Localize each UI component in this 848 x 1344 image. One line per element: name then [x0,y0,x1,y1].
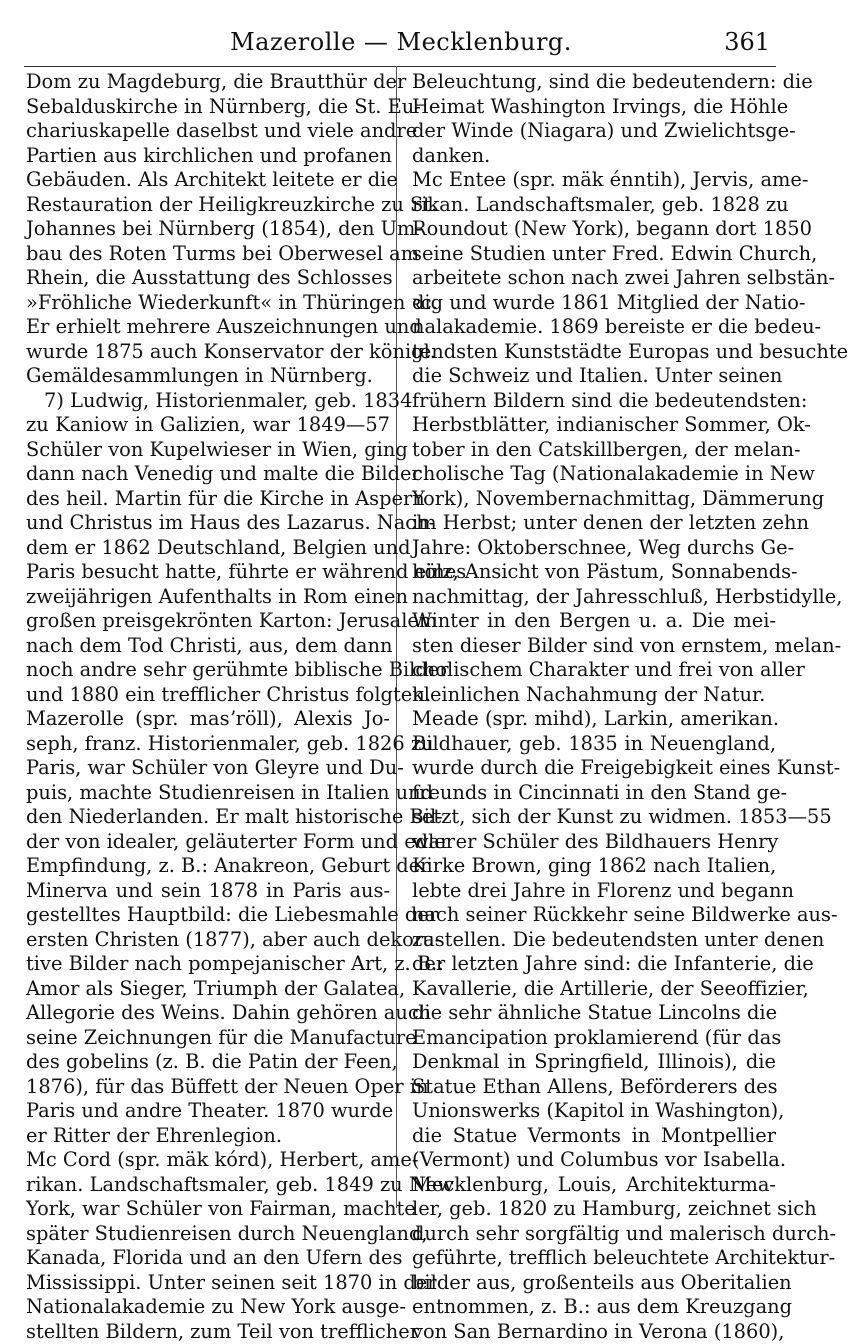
text-line: Gemäldesammlungen in Nürnberg. [26,364,390,389]
text-line: Mazerolle (spr. masʼröll), Alexis Jo- [26,707,390,732]
header-rule [24,66,776,67]
text-line: »Fröhliche Wiederkunft« in Thüringen ꝛc. [26,291,390,316]
text-line: und 1880 ein trefflicher Christus folgten. [26,683,390,708]
text-line: bau des Roten Turms bei Oberwesel am [26,242,390,267]
text-line: (Vermont) und Columbus vor Isabella. [412,1148,776,1173]
text-line: Gebäuden. Als Architekt leitete er die [26,168,390,193]
text-line: Paris, war Schüler von Gleyre und Du- [26,756,390,781]
text-line: dig und wurde 1861 Mitglied der Natio- [412,291,776,316]
text-line: Mecklenburg, Louis, Architekturma- [412,1173,776,1198]
text-line: Amor als Sieger, Triumph der Galatea, [26,977,390,1002]
text-line: freunds in Cincinnati in den Stand ge- [412,781,776,806]
text-line: und Christus im Haus des Lazarus. Nach- [26,511,390,536]
text-line: cholische Tag (Nationalakademie in New [412,462,776,487]
text-line: der von idealer, geläuterter Form und edler [26,830,390,855]
text-line: die sehr ähnliche Statue Lincolns die [412,1001,776,1026]
text-line: Bildhauer, geb. 1835 in Neuengland, [412,732,776,757]
running-title: Mazerolle — Mecklenburg. [26,28,776,56]
text-line: war er Schüler des Bildhauers Henry [412,830,776,855]
text-line: den Niederlanden. Er malt historische Bil- [26,805,390,830]
text-line: Roundout (New York), begann dort 1850 [412,217,776,242]
text-line: Paris und andre Theater. 1870 wurde [26,1099,390,1124]
text-line: 7) Ludwig, Historienmaler, geb. 1834 [26,389,390,414]
left-column [26,70,390,1344]
text-line: die Schweiz und Italien. Unter seinen [412,364,776,389]
text-line: puis, machte Studienreisen in Italien und [26,781,390,806]
text-line: bilder aus, großenteils aus Oberitalien [412,1271,776,1296]
text-line: entnommen, z. B.: aus dem Kreuzgang [412,1295,776,1320]
text-line: zweijährigen Aufenthalts in Rom einen [26,585,390,610]
text-line: rikan. Landschaftsmaler, geb. 1849 zu New [26,1173,390,1198]
text-line: Kanada, Florida und an den Ufern des [26,1246,390,1271]
text-line: dann nach Venedig und malte die Bilder [26,462,390,487]
text-line: Allegorie des Weins. Dahin gehören auch [26,1001,390,1026]
text-line: Mississippi. Unter seinen seit 1870 in der [26,1271,390,1296]
text-line: der Winde (Niagara) und Zwielichtsge- [412,119,776,144]
text-line: Kirke Brown, ging 1862 nach Italien, [412,854,776,879]
text-line: setzt, sich der Kunst zu widmen. 1853—55 [412,805,776,830]
text-line: nachmittag, der Jahresschluß, Herbstidylle, [412,585,776,610]
text-line: großen preisgekrönten Karton: Jerusalem [26,609,390,634]
text-line: Schüler von Kupelwieser in Wien, ging [26,438,390,463]
text-line: Empfindung, z. B.: Anakreon, Geburt der [26,854,390,879]
text-line: Mc Cord (spr. mäk kórd), Herbert, ame- [26,1148,390,1173]
text-line: Rhein, die Ausstattung des Schlosses [26,266,390,291]
text-line: geführte, trefflich beleuchtete Architektur- [412,1246,776,1271]
text-line: der letzten Jahre sind: die Infanterie, die [412,952,776,977]
text-line: nach dem Tod Christi, aus, dem dann [26,634,390,659]
text-line: des heil. Martin für die Kirche in Aspern [26,487,390,512]
text-line: kleinlichen Nachahmung der Natur. [412,683,776,708]
text-line: danken. [412,144,776,169]
text-line: hölz, Ansicht von Pästum, Sonnabends- [412,560,776,585]
text-line: ersten Christen (1877), aber auch dekora- [26,928,390,953]
text-line: des gobelins (z. B. die Patin der Feen, [26,1050,390,1075]
text-line: Nationalakademie zu New York ausge- [26,1295,390,1320]
text-line: Sebalduskirche in Nürnberg, die St. Eu- [26,95,390,120]
text-line: lebte drei Jahre in Florenz und begann [412,879,776,904]
text-line: seine Zeichnungen für die Manufacture [26,1026,390,1051]
text-line: Herbstblätter, indianischer Sommer, Ok- [412,413,776,438]
text-line: Er erhielt mehrere Auszeichnungen und [26,315,390,340]
text-line: durch sehr sorgfältig und malerisch durch- [412,1222,776,1247]
text-line: York), Novembernachmittag, Dämmerung [412,487,776,512]
text-line: Denkmal in Springfield, Illinois), die [412,1050,776,1075]
text-line: tendsten Kunststädte Europas und besuchte [412,340,776,365]
text-line: seph, franz. Historienmaler, geb. 1826 zu [26,732,390,757]
page-number: 361 [724,28,770,56]
text-line: seine Studien unter Fred. Edwin Church, [412,242,776,267]
text-line: Johannes bei Nürnberg (1854), den Um- [26,217,390,242]
text-line: frühern Bildern sind die bedeutendsten: [412,389,776,414]
text-line: Minerva und sein 1878 in Paris aus- [26,879,390,904]
text-line: Partien aus kirchlichen und profanen [26,144,390,169]
text-line: wurde durch die Freigebigkeit eines Kunst- [412,756,776,781]
text-line: arbeitete schon nach zwei Jahren selbstän- [412,266,776,291]
text-line: wurde 1875 auch Konservator der königl. [26,340,390,365]
text-line: Heimat Washington Irvings, die Höhle [412,95,776,120]
text-line: stellten Bildern, zum Teil von trefflicher [26,1320,390,1344]
text-line: er Ritter der Ehrenlegion. [26,1124,390,1149]
text-line: York, war Schüler von Fairman, machte [26,1197,390,1222]
text-line: Kavallerie, die Artillerie, der Seeoffizier, [412,977,776,1002]
text-line: von San Bernardino in Verona (1860), [412,1320,776,1344]
text-line: noch andre sehr gerühmte biblische Bilder [26,658,390,683]
text-line: zu Kaniow in Galizien, war 1849—57 [26,413,390,438]
text-line: tober in den Catskillbergen, der melan- [412,438,776,463]
text-line: die Statue Vermonts in Montpellier [412,1124,776,1149]
text-line: cholischem Charakter und frei von aller [412,658,776,683]
text-line: gestelltes Hauptbild: die Liebesmahle der [26,903,390,928]
text-line: Meade (spr. mihd), Larkin, amerikan. [412,707,776,732]
text-line: zustellen. Die bedeutendsten unter denen [412,928,776,953]
text-line: sten dieser Bilder sind von ernstem, melan- [412,634,776,659]
text-line: rikan. Landschaftsmaler, geb. 1828 zu [412,193,776,218]
text-line: ler, geb. 1820 zu Hamburg, zeichnet sich [412,1197,776,1222]
text-line: Mc Entee (spr. mäk énntih), Jervis, ame- [412,168,776,193]
text-line: Beleuchtung, sind die bedeutendern: die [412,70,776,95]
text-line: Jahre: Oktoberschnee, Weg durchs Ge- [412,536,776,561]
text-line: Statue Ethan Allens, Beförderers des [412,1075,776,1100]
text-line: tive Bilder nach pompejanischer Art, z. B.: [26,952,390,977]
text-line: Emancipation proklamierend (für das [412,1026,776,1051]
text-line: im Herbst; unter denen der letzten zehn [412,511,776,536]
text-line: Paris besucht hatte, führte er während eines [26,560,390,585]
page-header [26,22,776,62]
text-line: später Studienreisen durch Neuengland, [26,1222,390,1247]
text-line: dem er 1862 Deutschland, Belgien und [26,536,390,561]
text-line: nach seiner Rückkehr seine Bildwerke aus- [412,903,776,928]
right-column [412,70,776,1344]
text-line: Dom zu Magdeburg, die Brautthür der [26,70,390,95]
text-line: 1876), für das Büffett der Neuen Oper in [26,1075,390,1100]
text-line: Winter in den Bergen u. a. Die mei- [412,609,776,634]
text-line: Unionswerks (Kapitol in Washington), [412,1099,776,1124]
text-line: Restauration der Heiligkreuzkirche zu St. [26,193,390,218]
text-line: nalakademie. 1869 bereiste er die bedeu- [412,315,776,340]
text-line: chariuskapelle daselbst und viele andre [26,119,390,144]
